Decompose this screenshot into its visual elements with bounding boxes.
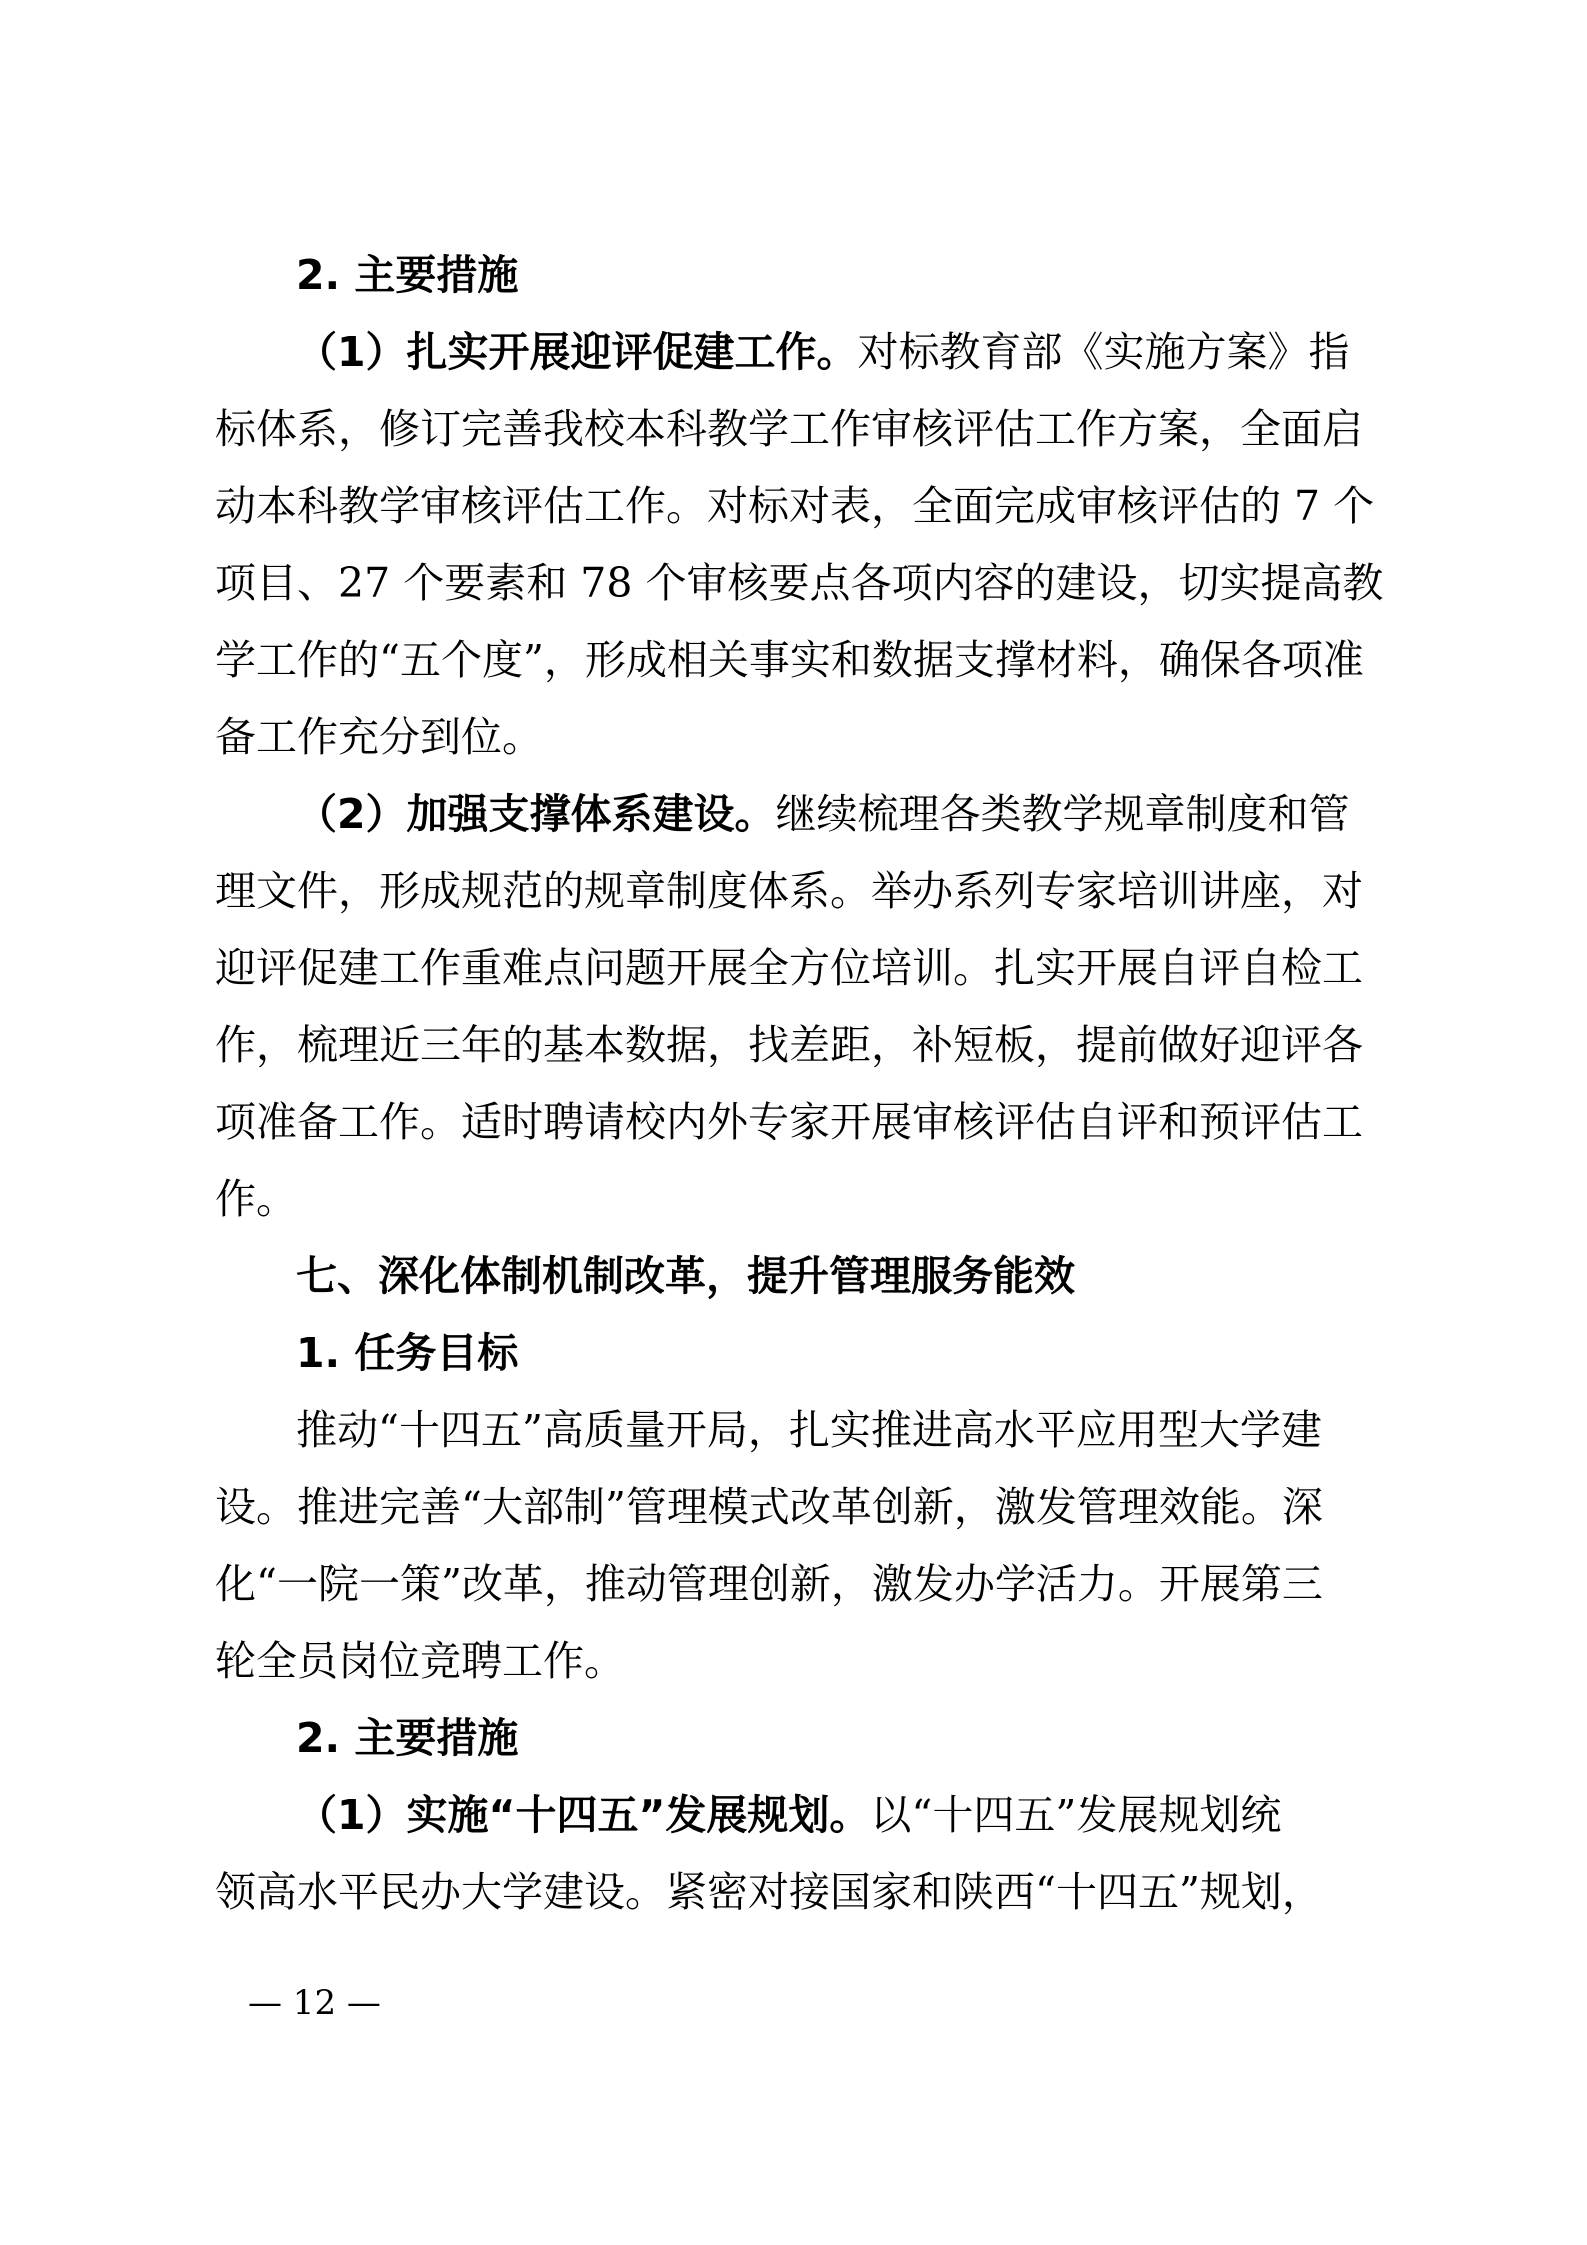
heading-main-measures <box>296 245 518 305</box>
paragraph-line <box>215 553 1383 613</box>
paragraph-text: 继续梳理各类教学规章制度和管 <box>775 790 1350 838</box>
paragraph-text: 轮全员岗位竞聘工作。 <box>215 1637 625 1685</box>
paragraph-line <box>296 1400 1322 1460</box>
paragraph-lead: （1）扎实开展迎评促建工作。 <box>296 328 858 376</box>
paragraph-line <box>215 476 1374 536</box>
paragraph-line <box>215 707 543 767</box>
paragraph-line <box>215 1554 1323 1614</box>
paragraph-text: 备工作充分到位。 <box>215 713 543 761</box>
paragraph-line <box>215 1477 1323 1537</box>
paragraph-line <box>215 861 1363 921</box>
paragraph-text: 理文件，形成规范的规章制度体系。举办系列专家培训讲座，对 <box>215 867 1363 915</box>
paragraph-line <box>215 1169 297 1229</box>
paragraph-line <box>296 784 1350 844</box>
paragraph-text: 作。 <box>215 1175 297 1223</box>
paragraph-line <box>215 938 1363 998</box>
paragraph-text: 化“一院一策”改革，推动管理创新，激发办学活力。开展第三 <box>215 1560 1323 1608</box>
heading-main-measures <box>296 1708 518 1768</box>
paragraph-text: 动本科教学审核评估工作。对标对表，全面完成审核评估的 7 个 <box>215 482 1375 530</box>
paragraph-text: 作，梳理近三年的基本数据，找差距，补短板，提前做好迎评各 <box>215 1021 1363 1069</box>
paragraph-lead: （2）加强支撑体系建设。 <box>296 790 776 838</box>
paragraph-text: 迎评促建工作重难点问题开展全方位培训。扎实开展自评自检工 <box>215 944 1363 992</box>
heading-task-goal <box>296 1323 518 1383</box>
paragraph-text: 标体系，修订完善我校本科教学工作审核评估工作方案，全面启 <box>215 405 1363 453</box>
paragraph-text: 以“十四五”发展规划统 <box>870 1791 1282 1839</box>
heading-text: 2. 主要措施 <box>296 251 519 299</box>
paragraph-lead: （1）实施“十四五”发展规划。 <box>296 1791 871 1839</box>
paragraph-line <box>215 630 1364 690</box>
paragraph-text: 学工作的“五个度”，形成相关事实和数据支撑材料，确保各项准 <box>215 636 1364 684</box>
paragraph-line <box>215 1015 1363 1075</box>
paragraph-text: 领高水平民办大学建设。紧密对接国家和陕西“十四五”规划， <box>215 1868 1323 1916</box>
paragraph-line <box>296 1785 1281 1845</box>
heading-text: 1. 任务目标 <box>296 1329 519 1377</box>
paragraph-line <box>215 1631 625 1691</box>
paragraph-line <box>296 322 1350 382</box>
paragraph-text: 对标教育部《实施方案》指 <box>857 328 1350 376</box>
page-number: — 12 — <box>248 1983 381 2023</box>
paragraph-text: 项准备工作。适时聘请校内外专家开展审核评估自评和预评估工 <box>215 1098 1363 1146</box>
paragraph-line <box>215 399 1363 459</box>
section-heading <box>296 1246 1075 1306</box>
paragraph-line <box>215 1862 1323 1922</box>
paragraph-line <box>215 1092 1363 1152</box>
paragraph-text: 推动“十四五”高质量开局，扎实推进高水平应用型大学建 <box>296 1406 1322 1454</box>
paragraph-text: 项目、27 个要素和 78 个审核要点各项内容的建设，切实提高教 <box>215 559 1384 607</box>
paragraph-text: 设。推进完善“大部制”管理模式改革创新，激发管理效能。深 <box>215 1483 1323 1531</box>
heading-text: 七、深化体制机制改革，提升管理服务能效 <box>296 1252 1075 1300</box>
heading-text: 2. 主要措施 <box>296 1714 519 1762</box>
